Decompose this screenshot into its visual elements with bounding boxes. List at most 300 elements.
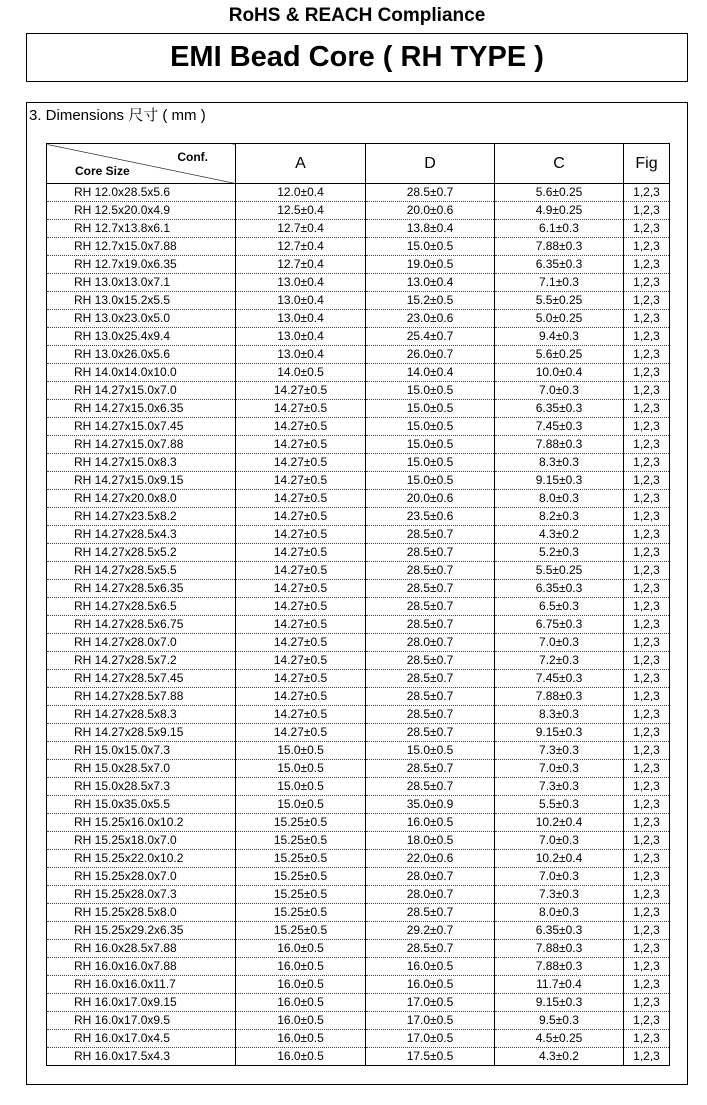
dimension-c-cell: 7.0±0.3 [495,868,624,886]
fig-cell: 1,2,3 [624,1012,670,1030]
core-size-cell: RH 13.0x25.4x9.4 [47,328,236,346]
dimension-c-cell: 10.0±0.4 [495,364,624,382]
core-size-cell: RH 13.0x23.0x5.0 [47,310,236,328]
dimension-c-cell: 4.9±0.25 [495,202,624,220]
core-size-cell: RH 13.0x13.0x7.1 [47,274,236,292]
dimension-d-cell: 17.0±0.5 [366,994,495,1012]
dimension-d-cell: 15.0±0.5 [366,436,495,454]
dimension-a-cell: 14.27±0.5 [236,598,366,616]
dimension-c-cell: 7.88±0.3 [495,436,624,454]
fig-cell: 1,2,3 [624,670,670,688]
table-row [47,418,670,436]
table-row [47,760,670,778]
dimension-c-cell: 6.75±0.3 [495,616,624,634]
dimension-a-cell: 14.27±0.5 [236,616,366,634]
fig-cell: 1,2,3 [624,274,670,292]
core-size-cell: RH 14.27x28.5x9.15 [47,724,236,742]
table-row [47,904,670,922]
table-row [47,256,670,274]
table-row [47,922,670,940]
column-header-d: D [366,144,495,184]
dimension-a-cell: 14.27±0.5 [236,418,366,436]
dimension-d-cell: 28.5±0.7 [366,652,495,670]
core-size-cell: RH 12.7x13.8x6.1 [47,220,236,238]
core-size-cell: RH 16.0x16.0x11.7 [47,976,236,994]
core-size-cell: RH 14.27x20.0x8.0 [47,490,236,508]
table-row [47,526,670,544]
fig-cell: 1,2,3 [624,562,670,580]
fig-cell: 1,2,3 [624,814,670,832]
core-size-cell: RH 12.5x20.0x4.9 [47,202,236,220]
dimension-d-cell: 15.0±0.5 [366,472,495,490]
table-row [47,940,670,958]
fig-cell: 1,2,3 [624,1030,670,1048]
fig-cell: 1,2,3 [624,472,670,490]
fig-cell: 1,2,3 [624,994,670,1012]
dimension-a-cell: 14.27±0.5 [236,454,366,472]
table-row [47,742,670,760]
dimension-a-cell: 13.0±0.4 [236,274,366,292]
dimension-c-cell: 6.5±0.3 [495,598,624,616]
dimension-a-cell: 15.25±0.5 [236,814,366,832]
fig-cell: 1,2,3 [624,832,670,850]
fig-cell: 1,2,3 [624,796,670,814]
page-title: EMI Bead Core ( RH TYPE ) [26,33,688,82]
core-size-cell: RH 14.27x28.5x7.45 [47,670,236,688]
dimension-a-cell: 12.7±0.4 [236,238,366,256]
dimension-d-cell: 28.5±0.7 [366,706,495,724]
dimension-a-cell: 16.0±0.5 [236,976,366,994]
dimension-c-cell: 7.1±0.3 [495,274,624,292]
core-size-cell: RH 14.27x28.5x6.75 [47,616,236,634]
table-row [47,796,670,814]
dimension-c-cell: 7.88±0.3 [495,940,624,958]
dimension-d-cell: 28.5±0.7 [366,904,495,922]
fig-cell: 1,2,3 [624,886,670,904]
fig-cell: 1,2,3 [624,310,670,328]
table-row [47,508,670,526]
dimension-a-cell: 15.0±0.5 [236,778,366,796]
dimension-c-cell: 7.88±0.3 [495,958,624,976]
dimension-c-cell: 9.15±0.3 [495,472,624,490]
fig-cell: 1,2,3 [624,688,670,706]
table-row [47,490,670,508]
dimension-c-cell: 7.45±0.3 [495,418,624,436]
dimension-d-cell: 23.0±0.6 [366,310,495,328]
fig-cell: 1,2,3 [624,400,670,418]
dimension-d-cell: 22.0±0.6 [366,850,495,868]
dimension-a-cell: 14.27±0.5 [236,508,366,526]
dimension-c-cell: 7.88±0.3 [495,238,624,256]
dimension-c-cell: 9.5±0.3 [495,1012,624,1030]
core-size-cell: RH 15.25x28.0x7.0 [47,868,236,886]
fig-cell: 1,2,3 [624,616,670,634]
dimension-c-cell: 11.7±0.4 [495,976,624,994]
table-row [47,238,670,256]
fig-cell: 1,2,3 [624,544,670,562]
fig-cell: 1,2,3 [624,922,670,940]
table-row [47,1012,670,1030]
dimension-c-cell: 6.35±0.3 [495,256,624,274]
dimension-d-cell: 28.5±0.7 [366,562,495,580]
dimension-d-cell: 28.5±0.7 [366,184,495,202]
dimension-c-cell: 8.0±0.3 [495,904,624,922]
core-size-cell: RH 12.7x19.0x6.35 [47,256,236,274]
core-size-cell: RH 15.0x15.0x7.3 [47,742,236,760]
dimension-d-cell: 17.0±0.5 [366,1012,495,1030]
dimension-a-cell: 16.0±0.5 [236,1048,366,1066]
fig-cell: 1,2,3 [624,976,670,994]
table-row [47,778,670,796]
fig-cell: 1,2,3 [624,742,670,760]
dimension-a-cell: 14.27±0.5 [236,382,366,400]
table-row [47,886,670,904]
dimension-d-cell: 15.0±0.5 [366,238,495,256]
core-size-cell: RH 16.0x28.5x7.88 [47,940,236,958]
dimension-d-cell: 28.0±0.7 [366,634,495,652]
dimension-c-cell: 7.45±0.3 [495,670,624,688]
table-row [47,274,670,292]
fig-cell: 1,2,3 [624,706,670,724]
dimension-a-cell: 12.0±0.4 [236,184,366,202]
dimension-a-cell: 13.0±0.4 [236,346,366,364]
table-row [47,562,670,580]
core-size-cell: RH 14.27x15.0x8.3 [47,454,236,472]
dimension-c-cell: 8.3±0.3 [495,454,624,472]
dimension-d-cell: 28.5±0.7 [366,724,495,742]
fig-cell: 1,2,3 [624,292,670,310]
dimension-a-cell: 12.7±0.4 [236,220,366,238]
table-row [47,346,670,364]
core-size-cell: RH 15.25x22.0x10.2 [47,850,236,868]
column-header-c: C [495,144,624,184]
table-row [47,994,670,1012]
column-header-fig: Fig [624,144,670,184]
dimension-c-cell: 5.6±0.25 [495,346,624,364]
core-size-cell: RH 15.25x16.0x10.2 [47,814,236,832]
core-size-cell: RH 14.27x28.5x8.3 [47,706,236,724]
table-row [47,616,670,634]
dimension-a-cell: 15.25±0.5 [236,832,366,850]
dimension-a-cell: 13.0±0.4 [236,292,366,310]
dimension-c-cell: 9.15±0.3 [495,724,624,742]
dimension-a-cell: 14.27±0.5 [236,544,366,562]
dimension-a-cell: 13.0±0.4 [236,328,366,346]
dimension-d-cell: 17.0±0.5 [366,1030,495,1048]
header-diagonal-cell [47,144,236,184]
dimension-c-cell: 8.2±0.3 [495,508,624,526]
dimensions-frame [26,102,688,1085]
core-size-cell: RH 15.0x35.0x5.5 [47,796,236,814]
core-size-cell: RH 14.27x28.5x7.2 [47,652,236,670]
dimension-d-cell: 28.0±0.7 [366,886,495,904]
compliance-heading: RoHS & REACH Compliance [228,5,486,26]
dimension-c-cell: 7.0±0.3 [495,382,624,400]
section-title: 3. Dimensions 尺寸 ( mm ) [29,107,206,124]
core-size-cell: RH 16.0x17.0x9.15 [47,994,236,1012]
dimension-c-cell: 7.88±0.3 [495,688,624,706]
fig-cell: 1,2,3 [624,1048,670,1066]
dimension-a-cell: 14.0±0.5 [236,364,366,382]
table-row [47,688,670,706]
dimension-d-cell: 13.0±0.4 [366,274,495,292]
core-size-cell: RH 14.27x15.0x7.45 [47,418,236,436]
fig-cell: 1,2,3 [624,202,670,220]
dimension-d-cell: 28.5±0.7 [366,616,495,634]
core-size-cell: RH 14.27x28.5x7.88 [47,688,236,706]
fig-cell: 1,2,3 [624,850,670,868]
core-size-cell: RH 16.0x17.0x9.5 [47,1012,236,1030]
table-row [47,1048,670,1066]
fig-cell: 1,2,3 [624,328,670,346]
dimension-c-cell: 10.2±0.4 [495,814,624,832]
dimension-a-cell: 14.27±0.5 [236,472,366,490]
dimension-a-cell: 14.27±0.5 [236,688,366,706]
core-size-cell: RH 14.27x23.5x8.2 [47,508,236,526]
table-row [47,310,670,328]
core-size-cell: RH 14.27x28.5x6.5 [47,598,236,616]
dimension-d-cell: 28.5±0.7 [366,670,495,688]
dimension-a-cell: 12.7±0.4 [236,256,366,274]
dimension-c-cell: 5.6±0.25 [495,184,624,202]
dimension-d-cell: 26.0±0.7 [366,346,495,364]
dimension-a-cell: 15.25±0.5 [236,850,366,868]
dimension-d-cell: 23.5±0.6 [366,508,495,526]
dimension-c-cell: 7.0±0.3 [495,760,624,778]
table-row [47,382,670,400]
table-row [47,634,670,652]
core-size-cell: RH 16.0x17.0x4.5 [47,1030,236,1048]
dimension-c-cell: 7.2±0.3 [495,652,624,670]
dimension-d-cell: 15.2±0.5 [366,292,495,310]
core-size-cell: RH 14.27x15.0x7.0 [47,382,236,400]
table-row [47,472,670,490]
table-row [47,364,670,382]
dimension-c-cell: 9.15±0.3 [495,994,624,1012]
dimension-c-cell: 5.2±0.3 [495,544,624,562]
dimension-c-cell: 7.0±0.3 [495,832,624,850]
fig-cell: 1,2,3 [624,958,670,976]
fig-cell: 1,2,3 [624,652,670,670]
dimension-a-cell: 16.0±0.5 [236,1012,366,1030]
dimension-c-cell: 5.5±0.25 [495,292,624,310]
dimension-d-cell: 28.5±0.7 [366,526,495,544]
core-size-label: Core Size [75,164,130,178]
dimension-d-cell: 16.0±0.5 [366,814,495,832]
dimension-c-cell: 10.2±0.4 [495,850,624,868]
core-size-cell: RH 14.27x15.0x7.88 [47,436,236,454]
core-size-cell: RH 14.0x14.0x10.0 [47,364,236,382]
fig-cell: 1,2,3 [624,778,670,796]
dimension-a-cell: 15.25±0.5 [236,922,366,940]
table-row [47,652,670,670]
dimension-c-cell: 7.3±0.3 [495,778,624,796]
dimension-a-cell: 13.0±0.4 [236,310,366,328]
dimension-a-cell: 15.25±0.5 [236,886,366,904]
dimension-c-cell: 8.3±0.3 [495,706,624,724]
dimension-d-cell: 16.0±0.5 [366,976,495,994]
dimension-a-cell: 15.25±0.5 [236,868,366,886]
fig-cell: 1,2,3 [624,490,670,508]
core-size-cell: RH 15.25x28.5x8.0 [47,904,236,922]
dimension-a-cell: 14.27±0.5 [236,724,366,742]
table-row [47,670,670,688]
dimension-c-cell: 6.35±0.3 [495,922,624,940]
dimension-a-cell: 15.0±0.5 [236,760,366,778]
dimension-d-cell: 25.4±0.7 [366,328,495,346]
table-row [47,868,670,886]
dimension-c-cell: 6.35±0.3 [495,580,624,598]
dimension-a-cell: 14.27±0.5 [236,490,366,508]
fig-cell: 1,2,3 [624,220,670,238]
dimension-d-cell: 28.5±0.7 [366,760,495,778]
table-row [47,814,670,832]
fig-cell: 1,2,3 [624,364,670,382]
dimension-a-cell: 16.0±0.5 [236,940,366,958]
table-row [47,292,670,310]
core-size-cell: RH 15.25x29.2x6.35 [47,922,236,940]
fig-cell: 1,2,3 [624,634,670,652]
fig-cell: 1,2,3 [624,184,670,202]
dimension-c-cell: 8.0±0.3 [495,490,624,508]
fig-cell: 1,2,3 [624,580,670,598]
dimension-a-cell: 15.0±0.5 [236,742,366,760]
fig-cell: 1,2,3 [624,256,670,274]
table-row [47,598,670,616]
fig-cell: 1,2,3 [624,760,670,778]
table-row [47,724,670,742]
fig-cell: 1,2,3 [624,346,670,364]
core-size-cell: RH 15.25x28.0x7.3 [47,886,236,904]
table-row [47,706,670,724]
dimension-d-cell: 16.0±0.5 [366,958,495,976]
dimension-a-cell: 14.27±0.5 [236,670,366,688]
table-row [47,436,670,454]
dimension-d-cell: 14.0±0.4 [366,364,495,382]
dimension-c-cell: 9.4±0.3 [495,328,624,346]
core-size-cell: RH 16.0x16.0x7.88 [47,958,236,976]
fig-cell: 1,2,3 [624,454,670,472]
dimension-d-cell: 17.5±0.5 [366,1048,495,1066]
dimension-a-cell: 14.27±0.5 [236,706,366,724]
dimension-d-cell: 28.0±0.7 [366,868,495,886]
dimension-a-cell: 15.0±0.5 [236,796,366,814]
core-size-cell: RH 12.7x15.0x7.88 [47,238,236,256]
dimension-a-cell: 14.27±0.5 [236,634,366,652]
dimension-d-cell: 18.0±0.5 [366,832,495,850]
fig-cell: 1,2,3 [624,526,670,544]
dimension-a-cell: 14.27±0.5 [236,400,366,418]
dimension-d-cell: 19.0±0.5 [366,256,495,274]
fig-cell: 1,2,3 [624,724,670,742]
dimension-c-cell: 7.0±0.3 [495,634,624,652]
dimension-a-cell: 16.0±0.5 [236,1030,366,1048]
dimension-c-cell: 6.1±0.3 [495,220,624,238]
conf-label: Conf. [177,150,208,164]
dimension-c-cell: 4.3±0.2 [495,526,624,544]
fig-cell: 1,2,3 [624,382,670,400]
core-size-cell: RH 13.0x26.0x5.6 [47,346,236,364]
dimension-d-cell: 13.8±0.4 [366,220,495,238]
core-size-cell: RH 14.27x28.5x6.35 [47,580,236,598]
fig-cell: 1,2,3 [624,418,670,436]
table-row [47,832,670,850]
table-row [47,328,670,346]
fig-cell: 1,2,3 [624,436,670,454]
dimension-c-cell: 6.35±0.3 [495,400,624,418]
dimension-a-cell: 14.27±0.5 [236,652,366,670]
dimension-c-cell: 5.5±0.25 [495,562,624,580]
table-row [47,184,670,202]
core-size-cell: RH 14.27x28.5x5.2 [47,544,236,562]
dimension-c-cell: 7.3±0.3 [495,886,624,904]
core-size-cell: RH 13.0x15.2x5.5 [47,292,236,310]
dimension-d-cell: 15.0±0.5 [366,418,495,436]
core-size-cell: RH 16.0x17.5x4.3 [47,1048,236,1066]
dimension-a-cell: 14.27±0.5 [236,580,366,598]
dimension-a-cell: 15.25±0.5 [236,904,366,922]
dimension-d-cell: 28.5±0.7 [366,778,495,796]
dimension-d-cell: 28.5±0.7 [366,940,495,958]
table-row [47,976,670,994]
dimension-c-cell: 7.3±0.3 [495,742,624,760]
core-size-cell: RH 12.0x28.5x5.6 [47,184,236,202]
fig-cell: 1,2,3 [624,238,670,256]
table-row [47,400,670,418]
dimension-d-cell: 28.5±0.7 [366,688,495,706]
dimension-d-cell: 35.0±0.9 [366,796,495,814]
fig-cell: 1,2,3 [624,904,670,922]
fig-cell: 1,2,3 [624,940,670,958]
dimension-d-cell: 20.0±0.6 [366,490,495,508]
table-header-row [47,144,670,184]
core-size-cell: RH 14.27x28.0x7.0 [47,634,236,652]
table-row [47,544,670,562]
dimension-a-cell: 14.27±0.5 [236,436,366,454]
dimension-a-cell: 16.0±0.5 [236,958,366,976]
dimensions-table [46,143,670,1066]
fig-cell: 1,2,3 [624,598,670,616]
dimension-d-cell: 28.5±0.7 [366,544,495,562]
dimension-d-cell: 15.0±0.5 [366,400,495,418]
core-size-cell: RH 14.27x15.0x9.15 [47,472,236,490]
core-size-cell: RH 15.0x28.5x7.0 [47,760,236,778]
table-row [47,220,670,238]
dimension-c-cell: 5.5±0.3 [495,796,624,814]
dimension-d-cell: 28.5±0.7 [366,598,495,616]
dimension-d-cell: 15.0±0.5 [366,382,495,400]
dimension-a-cell: 14.27±0.5 [236,562,366,580]
core-size-cell: RH 14.27x15.0x6.35 [47,400,236,418]
core-size-cell: RH 14.27x28.5x4.3 [47,526,236,544]
dimension-d-cell: 20.0±0.6 [366,202,495,220]
dimension-c-cell: 5.0±0.25 [495,310,624,328]
table-row [47,454,670,472]
dimension-d-cell: 15.0±0.5 [366,742,495,760]
dimension-d-cell: 15.0±0.5 [366,454,495,472]
dimension-a-cell: 12.5±0.4 [236,202,366,220]
fig-cell: 1,2,3 [624,868,670,886]
column-header-a: A [236,144,366,184]
core-size-cell: RH 15.25x18.0x7.0 [47,832,236,850]
table-row [47,850,670,868]
table-row [47,580,670,598]
table-row [47,1030,670,1048]
core-size-cell: RH 15.0x28.5x7.3 [47,778,236,796]
dimension-a-cell: 14.27±0.5 [236,526,366,544]
dimension-a-cell: 16.0±0.5 [236,994,366,1012]
dimension-c-cell: 4.3±0.2 [495,1048,624,1066]
